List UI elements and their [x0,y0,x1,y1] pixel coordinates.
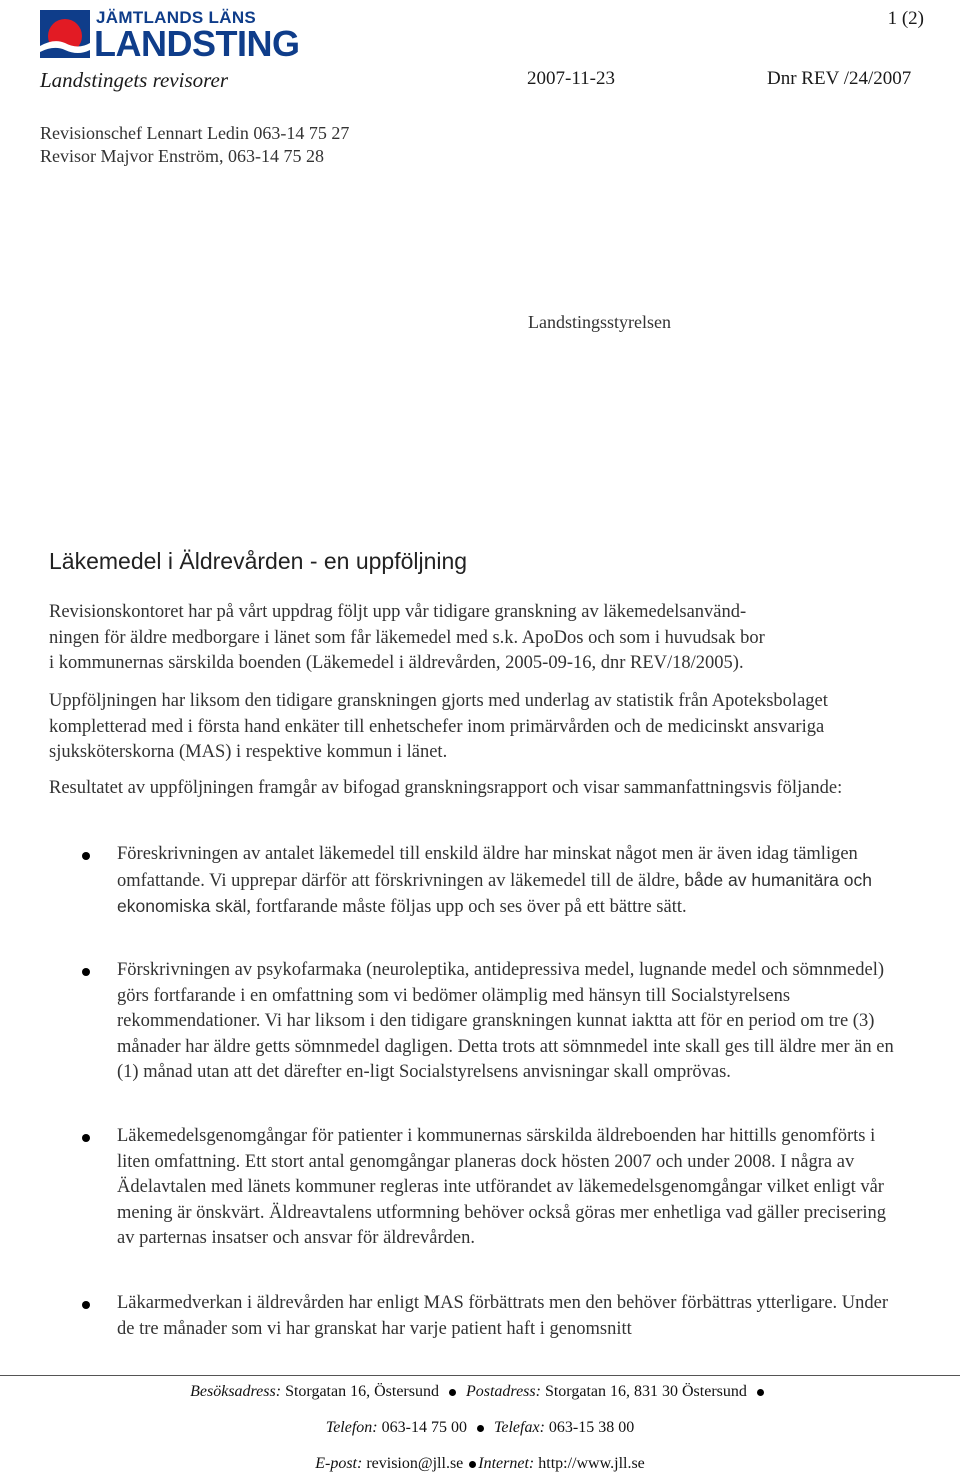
list-item-text: , fortfarande måste följas upp och ses över på ett bättre sätt. [246,897,687,917]
separator-dot-icon [477,1425,484,1432]
footer-address [0,1383,960,1401]
footer-label: E-post: [315,1455,363,1472]
paragraph-line: Revisionskontoret har på vårt uppdrag följt upp vår tidigare granskning av läkemedelsanvänd- [49,602,747,622]
footer-web [0,1455,960,1473]
paragraph-line: ningen för äldre medborgare i länet som får läkemedel med s.k. ApoDos och som i huvudsak bor [49,627,765,648]
footer-value: Storgatan 16, 831 30 Östersund [544,1383,747,1400]
separator-dot-icon [469,1461,476,1468]
contacts [40,122,349,168]
list-item: Läkemedelsgenomgångar för patienter i kommunernas särskilda äldreboenden har hittills genomförts i liten omfattning. Ett stort antal genomgångar planeras dock hösten 2007 och under 2008. I några av Ädelavtalen med länets kommuner regleras inte utförandet av läkemedelsgenomgångar vilket enligt vår mening är önskvärt. Äldreavtalens utformning behöver också göras mer enhetliga vad gäller precisering av parternas insatser och ansvar för äldrevården. [117,1126,887,1248]
bullet-dot [82,968,90,976]
page-number: 1 (2) [887,8,924,29]
footer-label: Internet: [478,1455,535,1472]
paragraph-intro [49,600,909,677]
footer-phone [0,1419,960,1437]
footer-label: Telefax: [493,1419,545,1436]
list-item-text: Föreskrivningen av antalet läkemedel till enskild äldre har minskat något men är även idag tämligen omfattande. Vi upprepar därför att förskrivningen av läkemedel till de äldre, [117,844,858,891]
document-title: Läkemedel i Äldrevården - en uppföljning [49,548,468,574]
separator-dot-icon [757,1389,764,1396]
separator-dot-icon [449,1389,456,1396]
organization: Landstingets revisorer [40,68,229,92]
landsting-logo [40,8,312,64]
footer-value: Storgatan 16, Östersund [285,1383,439,1400]
paragraph-line: i kommunernas särskilda boenden (Läkemedel i äldrevården, 2005-09-16, dnr REV/18/2005). [49,653,744,673]
bullet-dot [82,1134,90,1142]
footer-value: 063-15 38 00 [548,1419,635,1436]
list-item: Läkarmedverkan i äldrevården har enligt MAS förbättrats men den behöver förbättras ytterligare. Under de tre månader som vi har granskat har varje patient haft i genomsnitt [117,1293,889,1339]
contact-line: Revisor Majvor Enström, 063-14 75 28 [40,146,324,166]
footer-website[interactable]: http://www.jll.se [538,1455,645,1472]
document-number: Dnr REV /24/2007 [767,68,912,89]
footer-value: 063-14 75 00 [381,1419,467,1436]
paragraph-result: Resultatet av uppföljningen framgår av bifogad granskningsrapport och visar sammanfattningsvis följande: [49,778,843,798]
paragraph-method: Uppföljningen har liksom den tidigare granskningen gjorts med underlag av statistik från Apoteksbolaget kompletterad med i första hand enkäter till enhetschefer inom primärvården och de medicinskt ansvariga sjuksköterskorna (MAS) i respektive kommun i länet. [49,691,828,762]
list-item-emphasis: både av humanitära och ekonomiska skäl [117,869,872,916]
footer-email[interactable]: revision@jll.se [366,1455,464,1472]
bullet-dot [82,852,90,860]
logo-emblem-icon [40,10,90,58]
footer-label: Besöksadress: [190,1383,282,1400]
logo-text-top: JÄMTLANDS LÄNS [96,8,257,27]
footer-label: Postadress: [465,1383,541,1400]
contact-line: Revisionschef Lennart Ledin 063-14 75 27 [40,123,350,143]
list-item: Förskrivningen av psykofarmaka (neuroleptika, antidepressiva medel, lugnande medel och sömnmedel) görs fortfarande i en omfattning som vi bedömer olämplig med hänsyn till Socialstyrelsens rekommendationer. Vi har liksom i den tidigare granskningen kunnat iaktta att för en period om tre (3) månader har äldre getts sömnmedel dagligen. Detta trots att sömnmedel inte skall ges till äldre mer än en (1) månad utan att det därefter en-ligt Socialstyrelsens anvisningar skall omprövas. [117,960,894,1082]
list-item [117,842,912,921]
recipient: Landstingsstyrelsen [528,312,671,332]
footer-label: Telefon: [325,1419,378,1436]
logo-text-bottom: LANDSTING [94,23,300,64]
footer-divider [0,1375,960,1376]
document-date: 2007-11-23 [527,68,615,89]
bullet-dot [82,1301,90,1309]
